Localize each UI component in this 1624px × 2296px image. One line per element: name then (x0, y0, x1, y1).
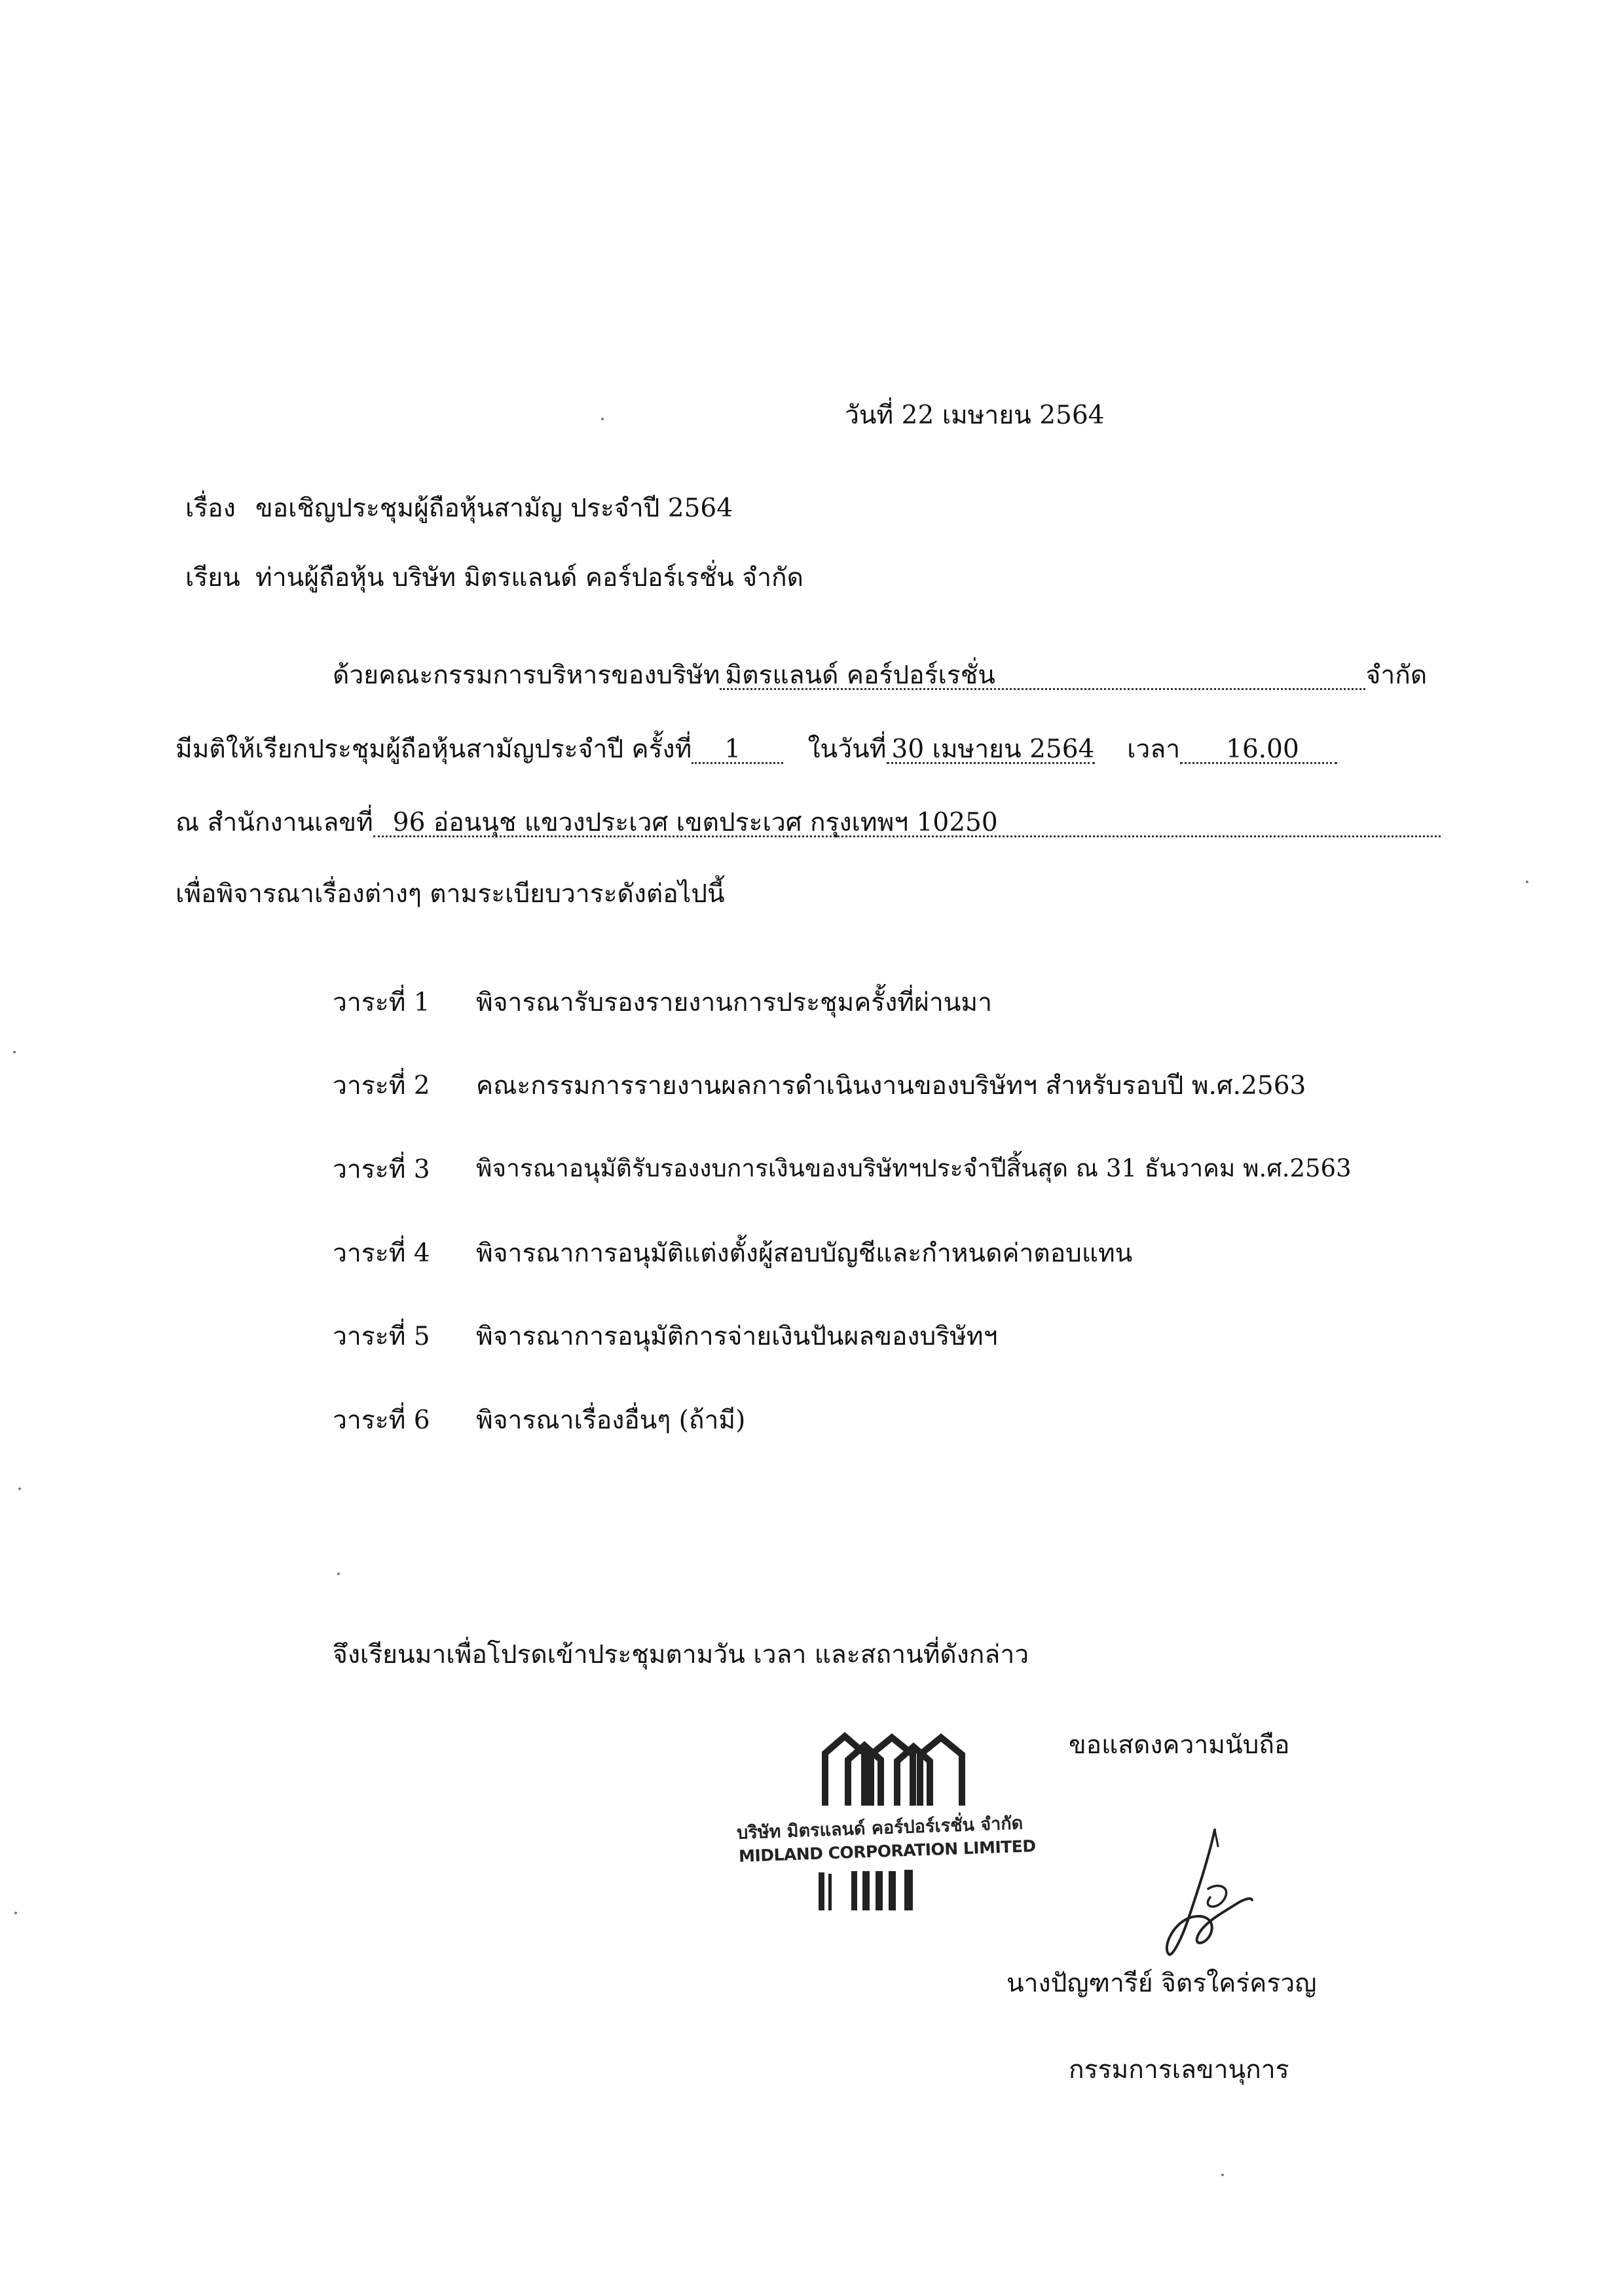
closing-text: จึงเรียนมาเพื่อโปรดเข้าประชุมตามวัน เวลา และสถานที่ดังกล่าว (333, 1640, 1029, 1669)
signer-title: กรรมการเลขานุการ (1069, 2055, 1289, 2085)
body-line-4: เพื่อพิจารณาเรื่องต่างๆ ตามระเบียบวาระดังต่อไปนี้ (175, 879, 725, 909)
body-line-1 (333, 663, 1427, 690)
agenda-text: พิจารณาเรื่องอื่นๆ (ถ้ามี) (476, 1406, 746, 1435)
scan-speck (13, 1051, 16, 1053)
agenda-text: พิจารณารับรองรายงานการประชุมครั้งที่ผ่านมา (476, 988, 992, 1017)
letter-date: วันที่ 22 เมษายน 2564 (845, 401, 1105, 430)
agenda-no: วาระที่ 5 (333, 1322, 430, 1351)
recipient-text: ท่านผู้ถือหุ้น บริษัท มิตรแลนด์ คอร์ปอร์เรชั่น จำกัด (255, 563, 803, 592)
meeting-time-field: 16.00 (1180, 737, 1337, 764)
agenda-no: วาระที่ 6 (333, 1406, 430, 1435)
agenda-no: วาระที่ 2 (333, 1071, 430, 1101)
scan-speck (1221, 2174, 1224, 2176)
body-line-2 (175, 737, 1337, 764)
body-line-3-prefix: ณ สำนักงานเลขที่ (175, 808, 373, 837)
agenda-no: วาระที่ 4 (333, 1239, 430, 1268)
body-line-2-prefix: มีมติให้เรียกประชุมผู้ถือหุ้นสามัญประจำปี ครั้งที่ (175, 735, 692, 764)
meeting-time-label: เวลา (1127, 735, 1181, 764)
signer-name: นางปัญฑารีย์ จิตรใคร่ครวญ (1006, 1969, 1317, 1998)
meeting-number-field: 1 (692, 737, 783, 764)
meeting-date-field: 30 เมษายน 2564 (887, 737, 1095, 764)
subject-label: เรื่อง (185, 494, 236, 523)
scan-speck (1526, 881, 1528, 883)
address-field: 96 อ่อนนุช แขวงประเวศ เขตประเวศ กรุงเทพฯ 10250 (373, 810, 1441, 837)
agenda-text: พิจารณาการอนุมัติแต่งตั้งผู้สอบบัญชีและกำหนดค่าตอบแทน (476, 1239, 1133, 1268)
agenda-text: พิจารณาการอนุมัติการจ่ายเงินปันผลของบริษัทฯ (476, 1322, 998, 1351)
scan-speck (337, 1573, 340, 1575)
agenda-text: คณะกรรมการรายงานผลการดำเนินงานของบริษัทฯ สำหรับรอบปี พ.ศ.2563 (476, 1071, 1306, 1101)
agenda-no: วาระที่ 1 (333, 988, 430, 1017)
signature (1153, 1827, 1283, 1964)
scan-speck (18, 1487, 21, 1490)
scan-speck (601, 418, 604, 420)
stamp-thai-text: บริษัท มิตรแลนด์ คอร์ปอร์เรชั่น จำกัด (736, 1813, 1024, 1844)
body-line-1-suffix: จำกัด (1365, 661, 1428, 690)
regards-text: ขอแสดงความนับถือ (1069, 1730, 1290, 1760)
stamp-english-text: MIDLAND CORPORATION LIMITED (738, 1836, 1037, 1866)
company-name-field: มิตรแลนด์ คอร์ปอร์เรชั่น (720, 663, 1365, 690)
body-line-3 (175, 810, 1441, 837)
meeting-date-label: ในวันที่ (807, 735, 887, 764)
subject-text: ขอเชิญประชุมผู้ถือหุ้นสามัญ ประจำปี 2564 (255, 494, 733, 523)
scan-speck (14, 1912, 17, 1914)
recipient-label: เรียน (185, 563, 240, 592)
body-line-1-prefix: ด้วยคณะกรรมการบริหารของบริษัท (333, 661, 720, 690)
agenda-text: พิจารณาอนุมัติรับรองงบการเงินของบริษัทฯประจำปีสิ้นสุด ณ 31 ธันวาคม พ.ศ.2563 (476, 1154, 1352, 1182)
agenda-no: วาระที่ 3 (333, 1155, 430, 1184)
